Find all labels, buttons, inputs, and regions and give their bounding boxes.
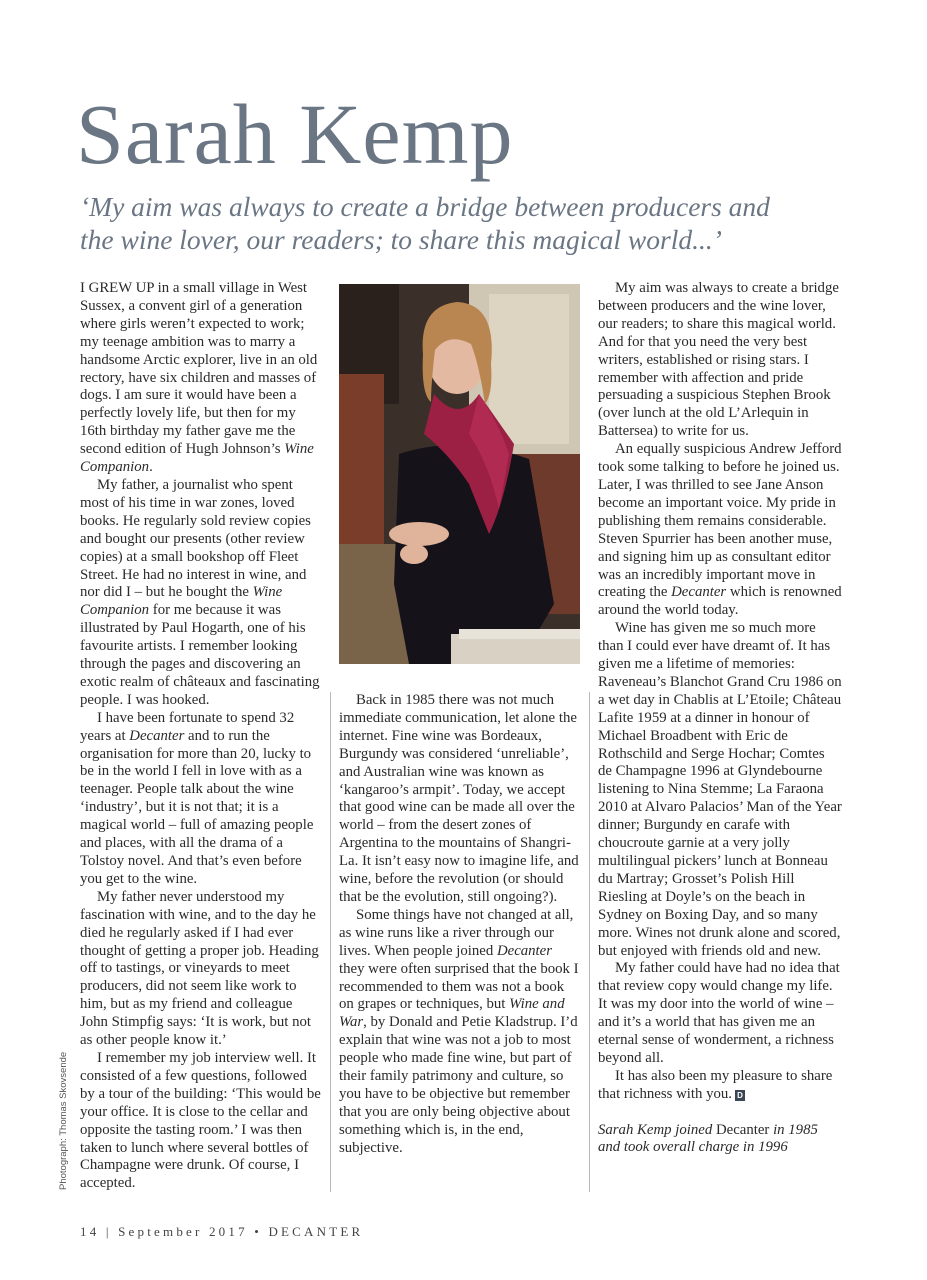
column-2	[339, 692, 579, 1158]
column-rule	[589, 692, 590, 1192]
paragraph: I GREW UP in a small village in West Sussex, a convent girl of a generation where girls weren’t expected to work; my teenage ambition was to marry a handsome Arctic explorer, live in an old rectory, have six children and masses of dogs. I am sure it would have been a perfectly lovely life, but then for my 16th birthday my father gave me the second edition of Hugh Johnson’s Wine Companion.	[80, 280, 318, 476]
paragraph: My father, a journalist who spent most of his time in war zones, loved books. He regularly sold review copies and bought our presents (other review copies) at a small bookshop off Fleet Street. He had no interest in wine, and nor did I – but he bought the Wine Companion for me because it was illustrated by Paul Hogarth, one of his favourite artists. I remember looking through the pages and discovering an exotic realm of châteaux and fascinating people. I was hooked.	[80, 476, 320, 708]
paragraph: Wine has given me so much more than I could ever have dreamt of. It has given me a lifetime of memories: Raveneau’s Blanchot Grand Cru 1986 on a wet day in Chablis at L’Etoile; Château Lafite 1959 at a dinner in honour of Michael Broadbent with Eric de Rothschild and Serge Hochar; Comtes de Champagne 1996 at Glyndebourne listening to Nina Stemme; La Faraona 2010 at Alvaro Palacios’ Man of the Year dinner; Burgundy en carafe with choucroute garnie at a very jolly multilingual pickers’ lunch at Bonneau du Martray; Grosset’s Polish Hill Riesling at Doyle’s on the beach in Sydney on Boxing Day, and so many more. Wines not drunk alone and scored, but enjoyed with friends old and new.	[598, 620, 842, 959]
footer-bullet: •	[254, 1224, 262, 1239]
photo-credit: Photograph: Thomas Skovsende	[58, 1051, 69, 1190]
column-1	[80, 280, 324, 1193]
end-mark-icon: D	[735, 1090, 745, 1101]
portrait-photo	[339, 284, 580, 664]
paragraph: My father could have had no idea that that review copy would change my life. It was my door into the world of wine – and it’s a world that has given me an eternal sense of wonderment, a richness beyond all.	[598, 960, 840, 1066]
article-title: Sarah Kemp	[76, 86, 514, 182]
column-3	[598, 280, 842, 1157]
paragraph: Back in 1985 there was not much immediate communication, let alone the internet. Fine wine was Bordeaux, Burgundy was considered ‘unreliable’, and Australian wine was known as ‘kangaroo’s armpit’. Today, we accept that good wine can be made all over the world – from the desert zones of Argentina to the mountains of Shangri-La. It isn’t easy now to imagine life, and wine, before the revolution (or should that be the evolution, still ongoing?).	[339, 692, 579, 905]
page-number: 14	[80, 1224, 100, 1239]
issue-date: September 2017	[118, 1224, 248, 1239]
paragraph: Some things have not changed at all, as wine runs like a river through our lives. When people joined Decanter they were often surprised that the book I recommended to them was not a book on grapes or techniques, but Wine and War, by Donald and Petie Kladstrup. I’d explain that wine was not a job to most people who made fine wine, but part of their family patrimony and culture, so you have to be objective but remember that you are only being objective about something which is, in the end, subjective.	[339, 906, 579, 1156]
paragraph: I have been fortunate to spend 32 years at Decanter and to run the organisation for more than 20, lucky to be in the world I fell in love with as a teenager. People talk about the wine ‘industry’, but it is not that; it is a magical world – full of amazing people and places, with all the drama of a Tolstoy novel. And that’s even before you get to the wine.	[80, 709, 314, 887]
column-rule	[330, 692, 331, 1192]
paragraph: My aim was always to create a bridge between producers and the wine lover, our readers; to share this magical world. And for that you need the very best writers, established or rising stars. I remember with affection and pride persuading a suspicious Stephen Brook (over lunch at the old L’Arlequin in Battersea) to write for us.	[598, 280, 839, 440]
footer-separator: |	[105, 1224, 112, 1239]
standfirst-quote: ‘My aim was always to create a bridge between producers and the wine lover, our readers; to share this magical world...’	[80, 191, 770, 255]
author-bio: Sarah Kemp joined Decanter in 1985 and took overall charge in 1996	[598, 1121, 818, 1156]
paragraph: It has also been my pleasure to share that richness with you. D	[598, 1067, 833, 1102]
paragraph: My father never understood my fascination with wine, and to the day he died he regularly asked if I had ever thought of getting a proper job. Heading off to tastings, or vineyards to meet producers, did not seem like work to him, but as my friend and colleague John Stimpfig says: ‘It is work, but not as other people know it.’	[80, 888, 319, 1049]
page-footer	[80, 1224, 363, 1240]
magazine-name: DECANTER	[268, 1224, 364, 1239]
paragraph: An equally suspicious Andrew Jefford took some talking to before he joined us. Later, I was thrilled to see Jane Anson become an important voice. My pride in publishing them remains considerable. Steven Spurrier has been another muse, and signing him up as consultant editor was an incredibly important move in creating the Decanter which is renowned around the world today.	[598, 441, 842, 619]
paragraph: I remember my job interview well. It consisted of a few questions, followed by a tour of the building: ‘This would be your office. It is close to the cellar and opposite the tasting room.’ I was then taken to lunch where several bottles of Champagne were drunk. Of course, I accepted.	[80, 1049, 321, 1192]
